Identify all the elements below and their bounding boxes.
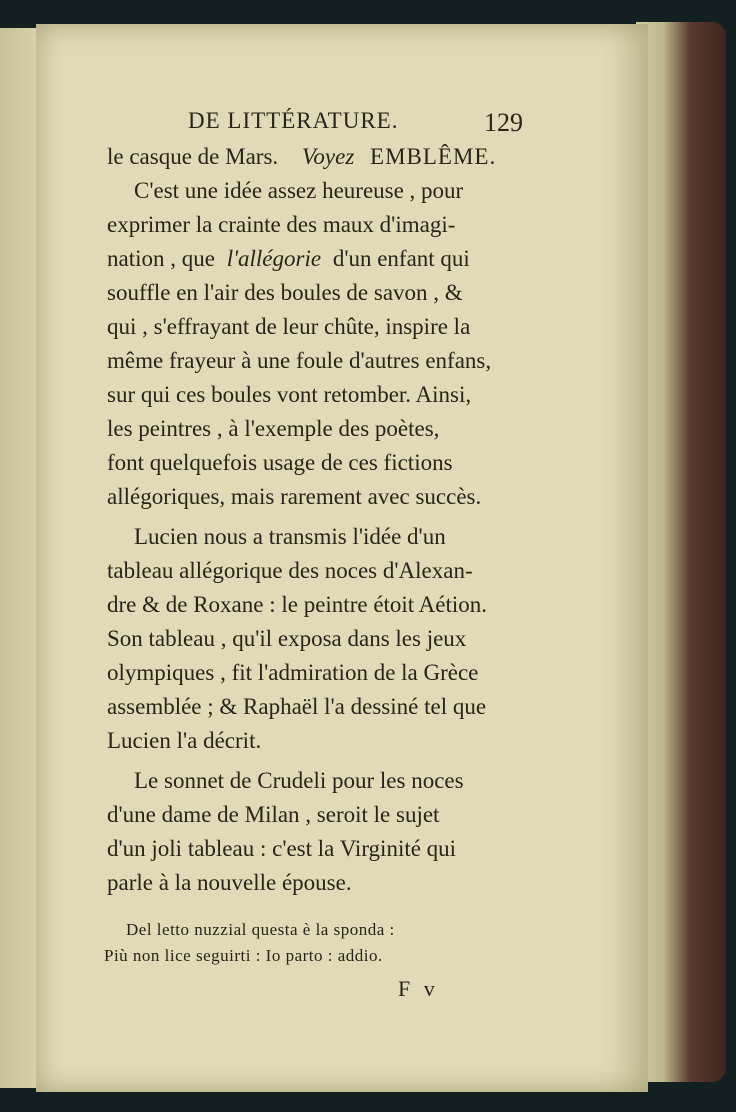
text-line bbox=[107, 242, 470, 276]
page-number: 129 bbox=[484, 108, 523, 137]
text-line: font quelquefois usage de ces fictions bbox=[107, 450, 453, 475]
verse-line: Più non lice seguirti : Io parto : addio. bbox=[104, 946, 383, 965]
text-line: olympiques , fit l'admiration de la Grèce bbox=[107, 660, 479, 685]
book-fore-edge bbox=[636, 22, 726, 1082]
text-line: Lucien nous a transmis l'idée d'un bbox=[134, 524, 446, 549]
text-line: tableau allégorique des noces d'Alexan- bbox=[107, 558, 473, 583]
running-header: DE LITTÉRATURE. bbox=[188, 108, 399, 133]
allegorie-italic: l'allégorie bbox=[226, 246, 322, 271]
text-line: les peintres , à l'exemple des poètes, bbox=[107, 416, 440, 441]
text-line: souffle en l'air des boules de savon , & bbox=[107, 280, 463, 305]
text-line: allégoriques, mais rarement avec succès. bbox=[107, 484, 482, 509]
voyez-italic: Voyez bbox=[301, 144, 355, 169]
line-text: le casque de Mars. bbox=[107, 144, 279, 169]
line-text: d'un enfant qui bbox=[332, 246, 470, 271]
line-text: nation , que bbox=[107, 246, 215, 271]
text-line: d'une dame de Milan , seroit le sujet bbox=[107, 802, 440, 827]
text-line: exprimer la crainte des maux d'imagi- bbox=[107, 212, 456, 237]
text-line: même frayeur à une foule d'autres enfans, bbox=[107, 348, 492, 373]
verse-line: Del letto nuzzial questa è la sponda : bbox=[126, 920, 395, 939]
text-line: assemblée ; & Raphaël l'a dessiné tel que bbox=[107, 694, 487, 719]
text-line: Lucien l'a décrit. bbox=[107, 728, 262, 753]
text-line: qui , s'effrayant de leur chûte, inspire la bbox=[107, 314, 471, 339]
text-line: d'un joli tableau : c'est la Virginité qui bbox=[107, 836, 457, 861]
left-page-edge bbox=[0, 28, 40, 1088]
text-line: Son tableau , qu'il exposa dans les jeux bbox=[107, 626, 467, 651]
text-line: C'est une idée assez heureuse , pour bbox=[134, 178, 464, 203]
text-line bbox=[107, 140, 496, 174]
embleme-smallcaps: EMBLÊME. bbox=[370, 144, 497, 169]
text-line: sur qui ces boules vont retomber. Ainsi, bbox=[107, 382, 472, 407]
text-line: Le sonnet de Crudeli pour les noces bbox=[134, 768, 464, 793]
signature-mark: F v bbox=[398, 976, 439, 1001]
text-line: parle à la nouvelle épouse. bbox=[107, 870, 352, 895]
text-line: dre & de Roxane : le peintre étoit Aétion. bbox=[107, 592, 488, 617]
